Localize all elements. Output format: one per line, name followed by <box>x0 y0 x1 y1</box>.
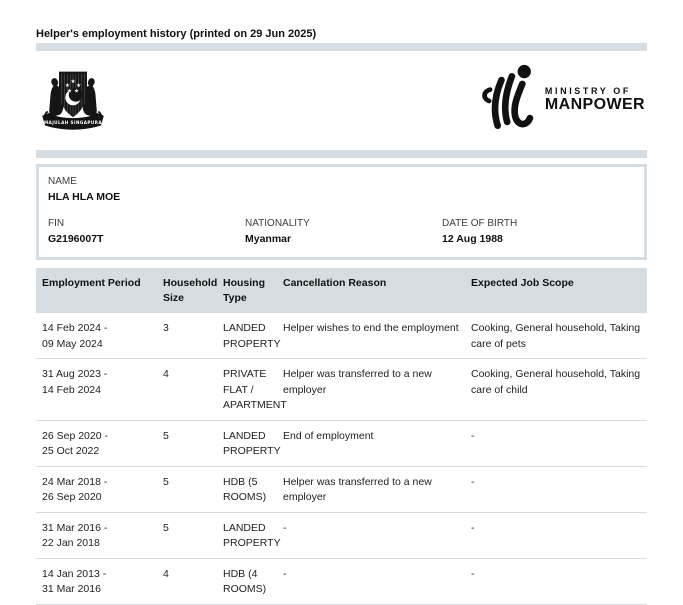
table-row <box>36 313 647 359</box>
period-end: 26 Sep 2020 <box>42 491 102 503</box>
table-row <box>36 359 647 421</box>
dob-value: 12 Aug 1988 <box>442 233 503 245</box>
nationality-field <box>245 218 442 245</box>
cell-expected-job-scope: Cooking, General household, Taking care of pets <box>465 313 647 359</box>
table-row <box>36 466 647 512</box>
fin-value: G2196007T <box>48 233 104 245</box>
mom-text-line1: MINISTRY OF <box>544 86 632 97</box>
crest-banner-text: MAJULAH SINGAPURA <box>43 119 103 125</box>
name-label: NAME <box>48 176 77 187</box>
svg-text:★: ★ <box>64 82 70 89</box>
cell-housing-type: LANDED PROPERTY <box>217 420 277 466</box>
period-end: 14 Feb 2024 <box>42 383 101 396</box>
nationality-label: NATIONALITY <box>245 218 310 229</box>
cell-housing-type: LANDED PROPERTY <box>217 313 277 359</box>
dob-label: DATE OF BIRTH <box>442 218 518 229</box>
cell-household-size: 5 <box>157 420 217 466</box>
nationality-value: Myanmar <box>245 233 292 245</box>
header-expected-job-scope: Expected Job Scope <box>465 268 647 313</box>
name-value: HLA HLA MOE <box>48 191 121 203</box>
mom-logo-icon <box>479 63 541 139</box>
cell-expected-job-scope: - <box>465 420 647 466</box>
table-header-row <box>36 268 647 313</box>
mom-text-line2: MANPOWER <box>544 96 645 114</box>
divider-bar-top <box>36 43 647 51</box>
cell-employment-period <box>36 512 157 558</box>
cell-expected-job-scope: Cooking, General household, Taking care of child <box>465 359 647 421</box>
cell-employment-period <box>36 558 157 604</box>
cell-cancellation-reason: End of employment <box>277 420 465 466</box>
page-title: Helper's employment history (printed on 29 Jun 2025) <box>36 28 317 40</box>
period-start: 14 Jan 2013 - <box>42 567 107 580</box>
profile-detail-row <box>48 218 635 245</box>
header-housing-type: Housing Type <box>217 268 277 313</box>
svg-text:★: ★ <box>73 88 80 95</box>
mom-logo <box>479 63 645 139</box>
svg-text:★: ★ <box>76 82 82 89</box>
cell-household-size: 4 <box>157 558 217 604</box>
cell-housing-type: LANDED PROPERTY <box>217 512 277 558</box>
cell-cancellation-reason: Helper was transferred to a new employer <box>277 359 465 421</box>
header-cancellation-reason: Cancellation Reason <box>277 268 465 313</box>
cell-household-size: 5 <box>157 512 217 558</box>
logo-row <box>36 51 647 150</box>
cell-household-size: 3 <box>157 313 217 359</box>
cell-expected-job-scope: - <box>465 512 647 558</box>
cell-household-size: 4 <box>157 359 217 421</box>
table-row <box>36 558 647 604</box>
employment-history-table <box>36 268 647 605</box>
cell-cancellation-reason: Helper was transferred to a new employer <box>277 466 465 512</box>
table-row <box>36 420 647 466</box>
divider-bar-middle <box>36 150 647 158</box>
cell-cancellation-reason: - <box>277 558 465 604</box>
cell-household-size: 5 <box>157 466 217 512</box>
cell-employment-period <box>36 313 157 359</box>
cell-expected-job-scope: - <box>465 558 647 604</box>
period-end: 25 Oct 2022 <box>42 445 100 457</box>
header-household-size: Household Size <box>157 268 217 313</box>
fin-field <box>48 218 245 245</box>
svg-text:★: ★ <box>66 88 73 95</box>
name-field <box>48 176 635 203</box>
mom-logo-text <box>545 86 645 115</box>
fin-label: FIN <box>48 218 65 229</box>
period-start: 31 Mar 2016 - <box>42 521 108 534</box>
cell-employment-period <box>36 420 157 466</box>
cell-housing-type: PRIVATE FLAT / APARTMENT <box>217 359 277 421</box>
period-start: 31 Aug 2023 - <box>42 368 108 380</box>
table-row <box>36 512 647 558</box>
cell-housing-type: HDB (5 ROOMS) <box>217 466 277 512</box>
cell-cancellation-reason: Helper wishes to end the employment <box>277 313 465 359</box>
header-employment-period: Employment Period <box>36 268 157 313</box>
period-start: 26 Sep 2020 - <box>42 429 108 442</box>
singapore-state-crest-icon <box>38 67 108 135</box>
cell-employment-period <box>36 466 157 512</box>
cell-expected-job-scope: - <box>465 466 647 512</box>
dob-field <box>442 218 635 245</box>
helper-profile-box <box>36 164 647 260</box>
svg-text:★: ★ <box>70 78 76 85</box>
period-end: 09 May 2024 <box>42 337 103 350</box>
period-start: 24 Mar 2018 - <box>42 475 108 488</box>
period-start: 14 Feb 2024 - <box>42 322 108 334</box>
cell-housing-type: HDB (4 ROOMS) <box>217 558 277 604</box>
cell-cancellation-reason: - <box>277 512 465 558</box>
period-end: 22 Jan 2018 <box>42 537 100 549</box>
period-end: 31 Mar 2016 <box>42 583 101 595</box>
cell-employment-period <box>36 359 157 421</box>
